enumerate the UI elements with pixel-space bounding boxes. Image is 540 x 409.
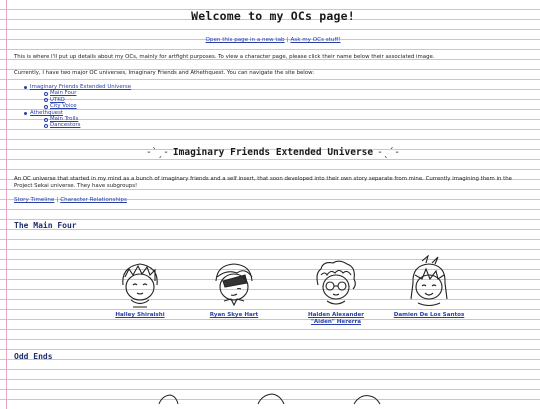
nav-link-utko[interactable]: UTKO [50, 96, 65, 103]
nav-subitem [44, 122, 131, 128]
character-name-damien[interactable]: Damien De Los Santos [393, 312, 465, 318]
character-card-halley[interactable] [100, 255, 180, 319]
open-new-tab-link[interactable]: Open this page in a new tab [205, 37, 285, 43]
page-title: Welcome to my OCs page! [191, 9, 355, 23]
nav-link-city-voice[interactable]: City Voice [50, 103, 77, 110]
character-relationships-link[interactable]: Character Relationships [60, 197, 127, 203]
damien-portrait-icon[interactable] [402, 255, 456, 309]
story-timeline-link[interactable]: Story Timeline [14, 197, 55, 203]
halley-portrait-icon[interactable] [113, 255, 167, 309]
nav-item-athethquest [24, 110, 131, 129]
universe-heading-text: Imaginary Friends Extended Universe [172, 147, 374, 158]
main-four-gallery [14, 255, 532, 335]
link-separator: | [286, 37, 289, 43]
top-links [14, 37, 532, 43]
character-card-aiden[interactable] [296, 255, 376, 325]
nav-link-athethquest[interactable]: Athethquest [30, 109, 64, 116]
nav-link-imaginary-friends[interactable]: Imaginary Friends Extended Universe [30, 84, 132, 90]
character-name-halley[interactable]: Halley Shiraishi [115, 312, 165, 318]
nav-item-imaginary-friends [24, 84, 131, 110]
universe-description: An OC universe that started in my mind as a bunch of imaginary friends and a self insert, that soon developed into their own story separate from mine. Currently imagining them in the Project Sekai universe. They have subgroups! [14, 176, 512, 189]
currently-text: Currently, I have two major OC universes, Imaginary Friends and Athethquest. You can navigate the site below: [14, 70, 315, 76]
character-name-ryan[interactable]: Ryan Skye Hart [209, 312, 259, 318]
intro-text: This is where I'll put up details about my OCs, mainly for artfight purposes. To view a character page, please click their name below their associated image. [14, 54, 435, 60]
character-card-damien[interactable] [389, 255, 469, 319]
ryan-portrait-icon[interactable] [207, 255, 261, 309]
universe-nav [24, 84, 131, 129]
sparkle-right-icon: -ˎ´- [377, 147, 400, 158]
nav-link-main-trolls[interactable]: Main Trolls [50, 116, 79, 123]
link-separator: | [56, 197, 59, 203]
section-odd-ends: Odd Ends [14, 352, 53, 361]
section-main-four: The Main Four [14, 221, 77, 230]
nav-sublist-imaginary-friends [30, 90, 131, 109]
ask-ocs-link[interactable]: Ask my OCs stuff! [290, 37, 341, 43]
nav-link-main-four[interactable]: Main Four [50, 90, 77, 97]
character-card-ryan[interactable] [194, 255, 274, 319]
sparkle-left-icon: -`ˏ- [146, 147, 169, 158]
aiden-portrait-icon[interactable] [309, 255, 363, 309]
nav-sublist-athethquest [30, 116, 131, 129]
character-name-aiden[interactable]: Halden Alexander "Aiden" Hererra [307, 312, 365, 325]
odd-ends-portraits-icon[interactable] [14, 390, 532, 405]
odd-ends-gallery [14, 390, 532, 405]
universe-links [14, 197, 127, 203]
universe-heading [14, 147, 532, 158]
nav-link-dancestors[interactable]: Dancestors [50, 122, 81, 129]
